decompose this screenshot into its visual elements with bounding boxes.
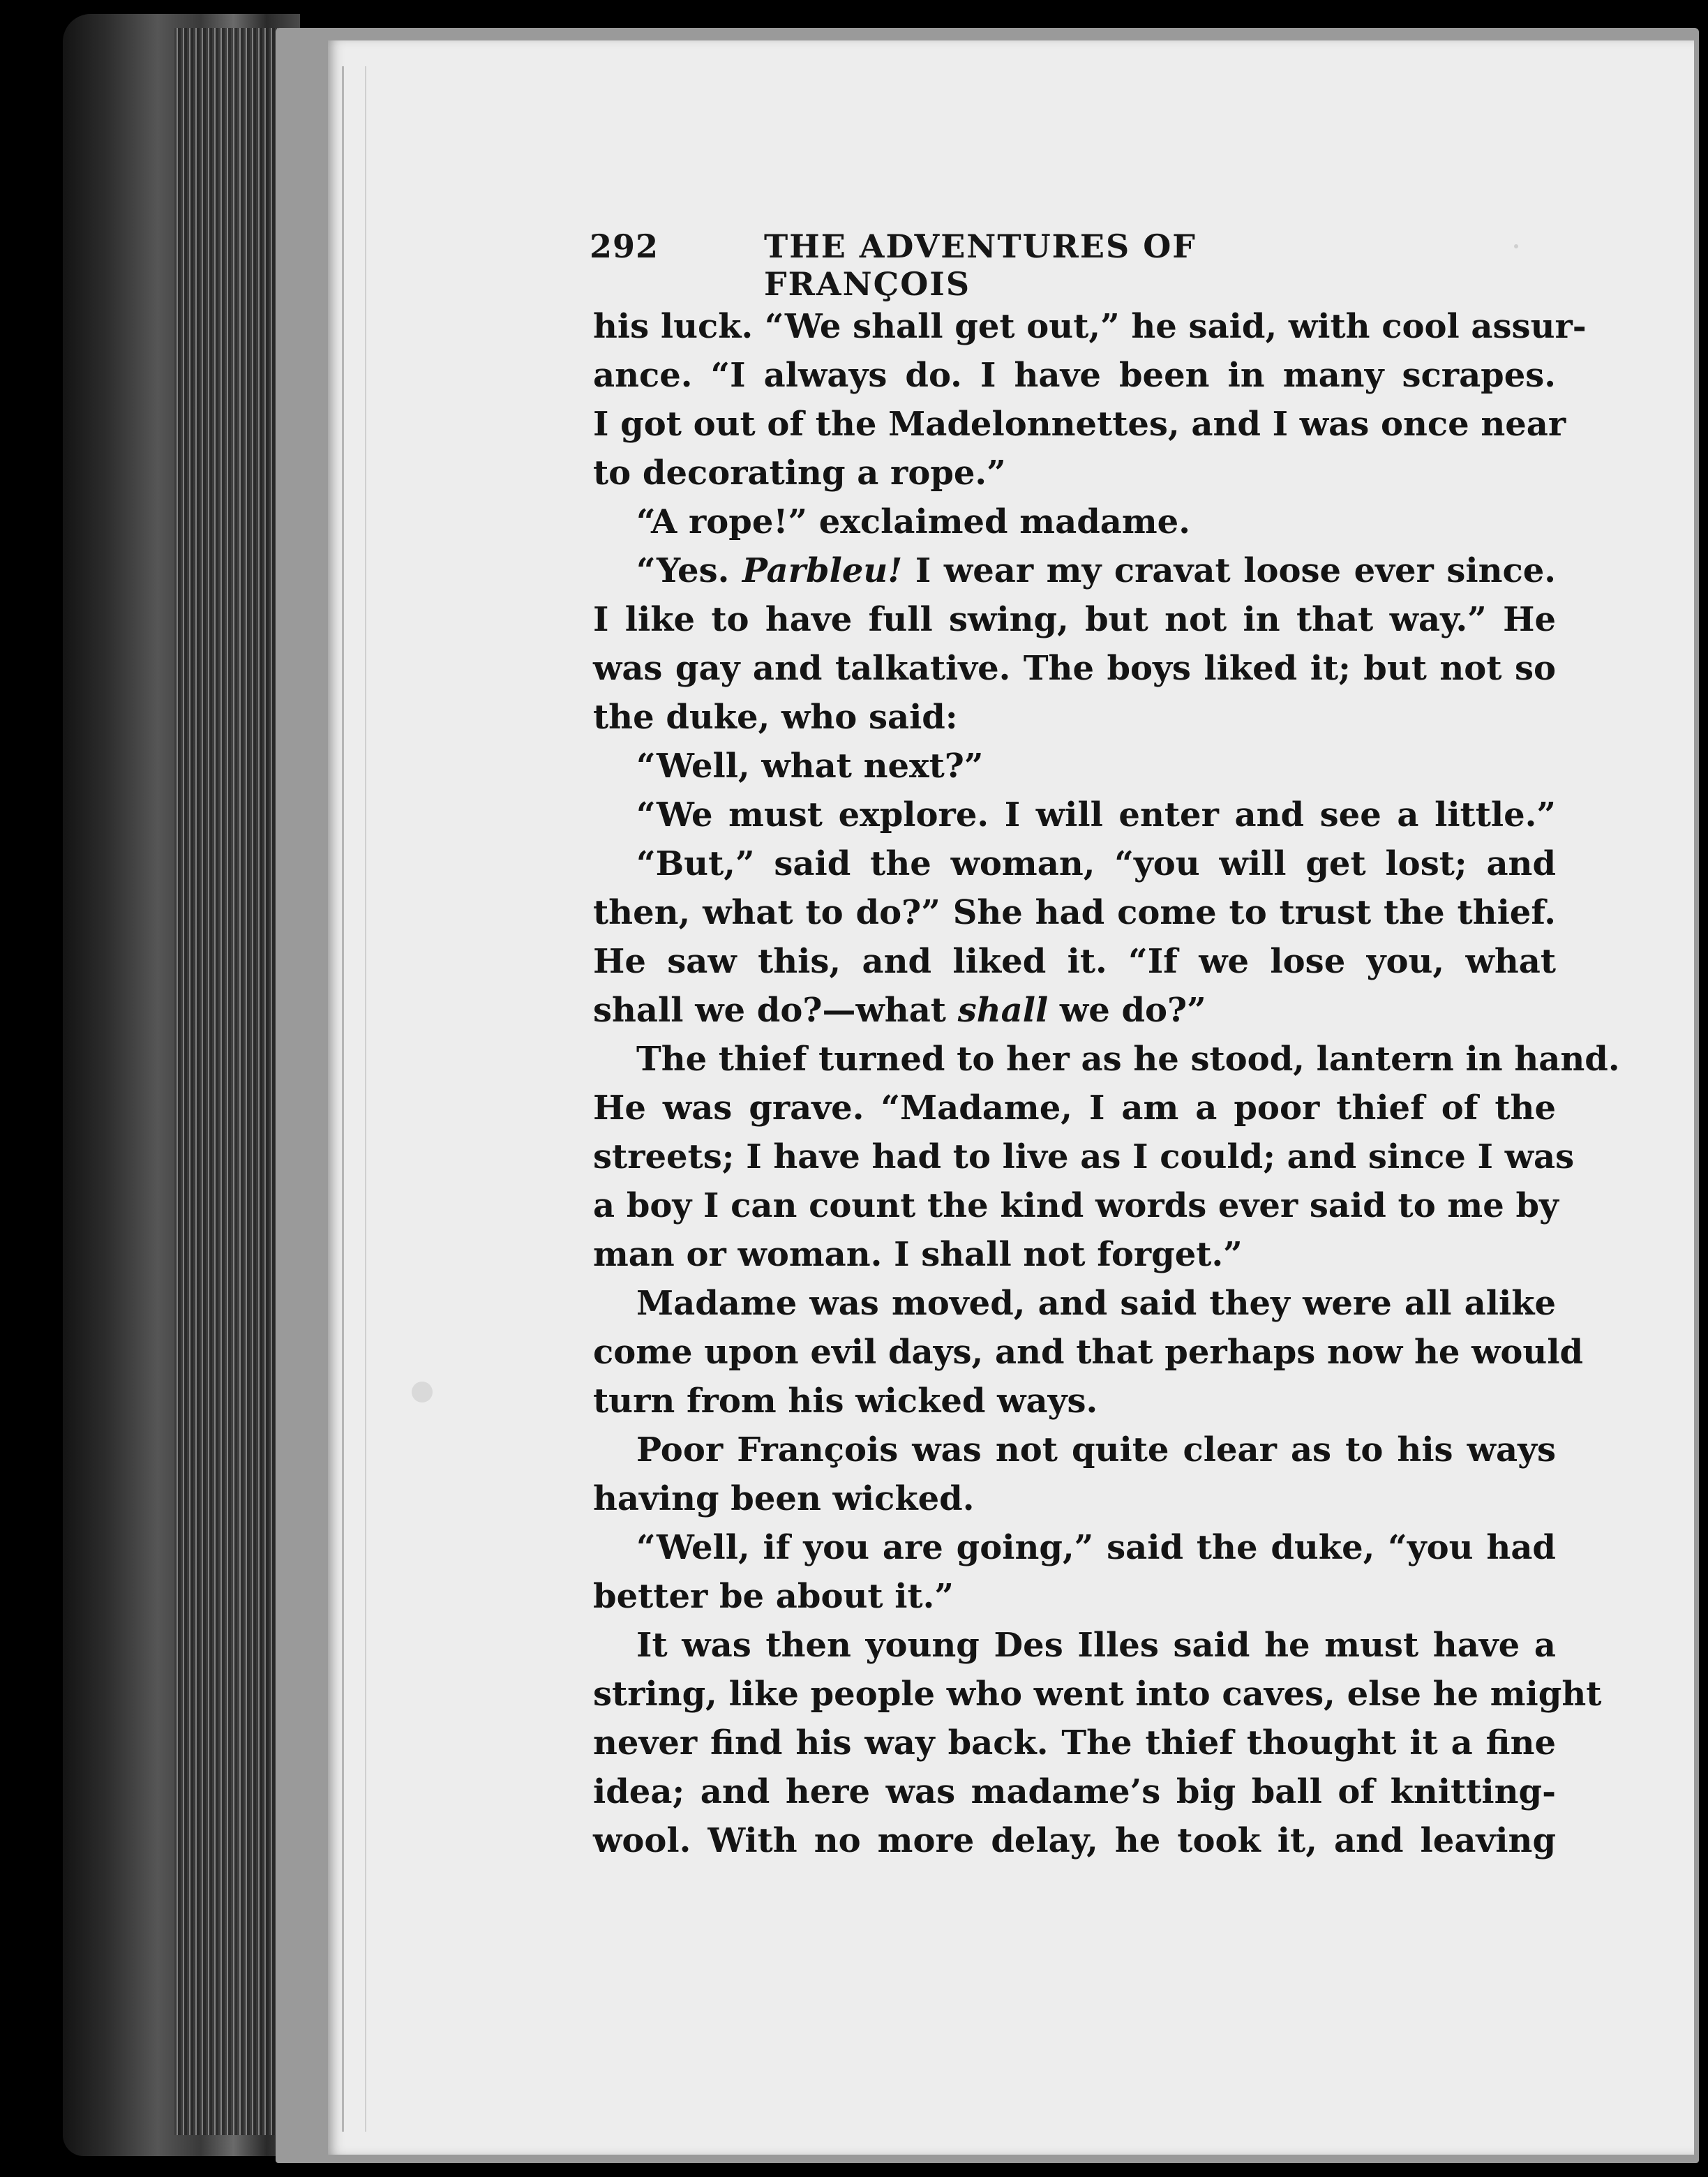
text-line: “But,” said the woman, “you will get lost; and xyxy=(636,844,1556,883)
text-line: The thief turned to her as he stood, lantern in hand. xyxy=(636,1040,1620,1079)
text-line: turn from his wicked ways. xyxy=(593,1382,1098,1421)
text-line: I like to have full swing, but not in that way.” He xyxy=(593,600,1556,639)
text-line: “A rope!” exclaimed madame. xyxy=(636,502,1190,541)
text-line: to decorating a rope.” xyxy=(593,454,1006,493)
text-line: was gay and talkative. The boys liked it; but not so xyxy=(593,649,1556,688)
italic-text: shall xyxy=(957,991,1049,1030)
italic-text: Parbleu! xyxy=(742,551,903,590)
text-line: streets; I have had to live as I could; and since I was xyxy=(593,1137,1575,1176)
text-line: a boy I can count the kind words ever said to me by xyxy=(593,1186,1559,1225)
text-line: He saw this, and liked it. “If we lose you, what xyxy=(593,942,1556,981)
text-line: wool. With no more delay, he took it, and leaving xyxy=(593,1821,1556,1860)
text-line: never find his way back. The thief thought it a fine xyxy=(593,1723,1556,1763)
text-line: come upon evil days, and that perhaps now he would xyxy=(593,1333,1584,1372)
running-title: THE ADVENTURES OF FRANÇOIS xyxy=(764,227,1197,303)
page-header xyxy=(590,227,1378,303)
text-line: Poor François was not quite clear as to his ways xyxy=(636,1430,1556,1469)
text-fragment: shall we do?—what xyxy=(593,991,958,1030)
text-line: “Well, what next?” xyxy=(636,747,984,786)
text-line: I got out of the Madelonnettes, and I was once near xyxy=(593,405,1566,444)
text-line: then, what to do?” She had come to trust the thief. xyxy=(593,893,1556,932)
page-number: 292 xyxy=(590,227,659,265)
paper-speck xyxy=(1514,244,1518,248)
text-fragment: “Yes. xyxy=(636,551,742,590)
text-fragment: I wear my cravat loose ever since. xyxy=(902,551,1557,590)
text-line: having been wicked. xyxy=(593,1479,975,1518)
paper-speck xyxy=(412,1382,433,1402)
text-line: man or woman. I shall not forget.” xyxy=(593,1235,1243,1274)
text-fragment: we do?” xyxy=(1048,991,1206,1030)
page-gutter-line xyxy=(342,66,366,2132)
text-line: Madame was moved, and said they were all alike xyxy=(636,1284,1556,1323)
text-line: ance. “I always do. I have been in many scrapes. xyxy=(593,356,1556,395)
text-line: his luck. “We shall get out,” he said, with cool assur- xyxy=(593,307,1587,346)
text-line xyxy=(593,991,1556,1040)
text-line: the duke, who said: xyxy=(593,698,958,737)
text-line: It was then young Des Illes said he must have a xyxy=(636,1626,1556,1665)
text-line: string, like people who went into caves, else he might xyxy=(593,1675,1602,1714)
text-line xyxy=(593,551,1556,600)
text-line: He was grave. “Madame, I am a poor thief of the xyxy=(593,1088,1556,1128)
text-line: “Well, if you are going,” said the duke, “you had xyxy=(636,1528,1556,1567)
text-line: “We must explore. I will enter and see a little.” xyxy=(636,795,1556,835)
text-line: better be about it.” xyxy=(593,1577,954,1616)
text-line: idea; and here was madame’s big ball of knitting- xyxy=(593,1772,1556,1811)
